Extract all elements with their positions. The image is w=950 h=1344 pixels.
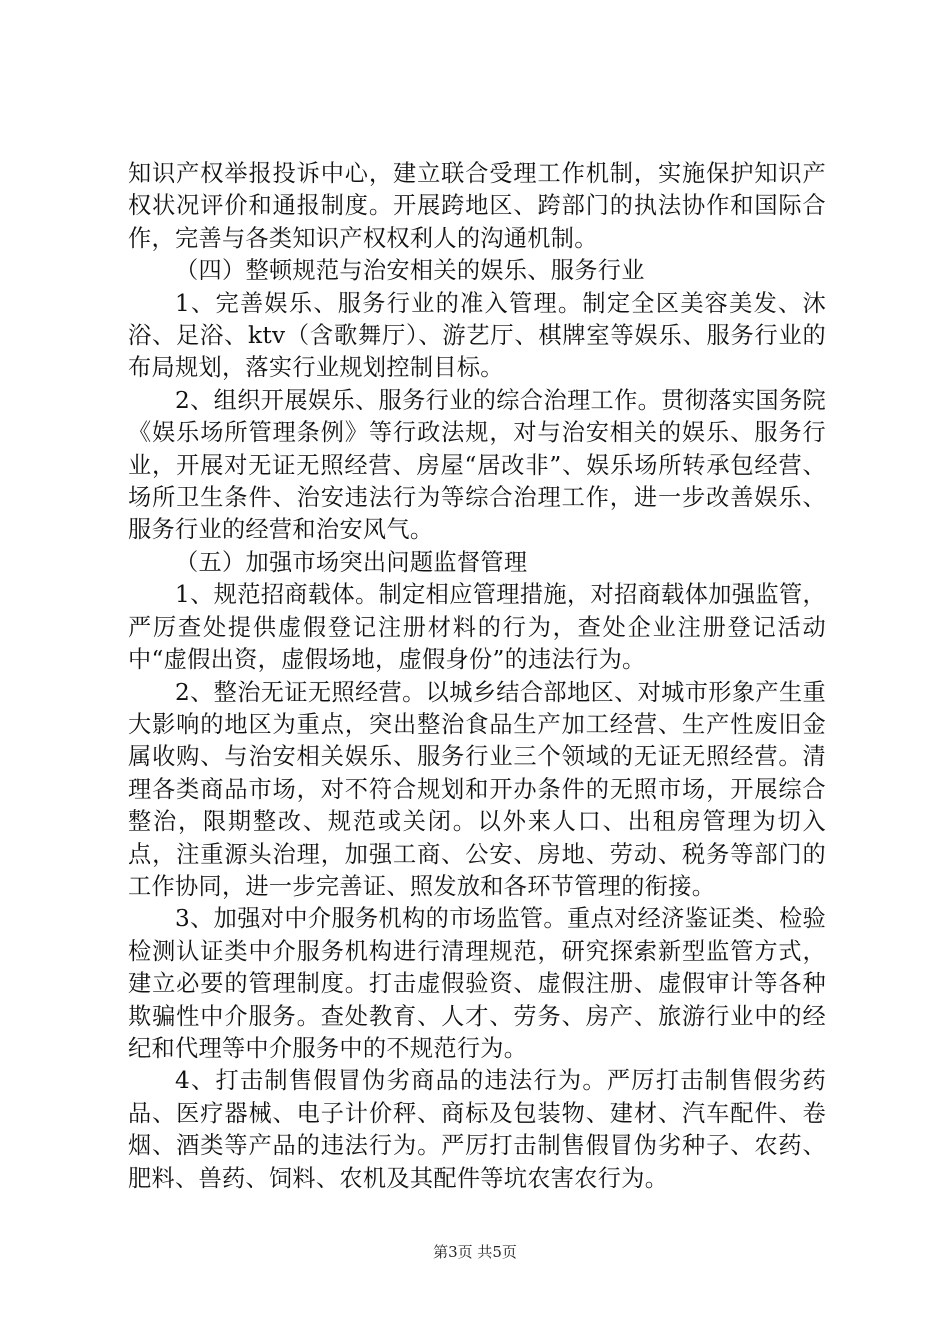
paragraph-item: 4、打击制售假冒伪劣商品的违法行为。严厉打击制售假劣药品、医疗器械、电子计价秤、商标及包装物、建材、汽车配件、卷烟、酒类等产品的违法行为。严厉打击制售假冒伪劣种子、农药、肥料、兽药、饲料、农机及其配件等坑农害农行为。 bbox=[128, 1067, 826, 1192]
section-heading-5: （五）加强市场突出问题监督管理 bbox=[175, 548, 528, 576]
paragraph-continuation: 知识产权举报投诉中心，建立联合受理工作机制，实施保护知识产权状况评价和通报制度。开展跨地区、跨部门的执法协作和国际合作，完善与各类知识产权权利人的沟通机制。 bbox=[128, 160, 826, 252]
paragraph-item: 2、整治无证无照经营。以城乡结合部地区、对城市形象产生重大影响的地区为重点，突出整治食品生产加工经营、生产性废旧金属收购、与治安相关娱乐、服务行业三个领域的无证无照经营。清理各类商品市场，对不符合规划和开办条件的无照市场，开展综合整治，限期整改、规范或关闭。以外来人口、出租房管理为切入点，注重源头治理，加强工商、公安、房地、劳动、税务等部门的工作协同，进一步完善证、照发放和各环节管理的衔接。 bbox=[128, 678, 826, 900]
paragraph-item: 1、完善娱乐、服务行业的准入管理。制定全区美容美发、沐浴、足浴、ktv（含歌舞厅）、游艺厅、棋牌室等娱乐、服务行业的布局规划，落实行业规划控制目标。 bbox=[128, 289, 826, 382]
paragraph-item: 3、加强对中介服务机构的市场监管。重点对经济鉴证类、检验检测认证类中介服务机构进行清理规范，研究探索新型监管方式，建立必要的管理制度。打击虚假验资、虚假注册、虚假审计等各种欺骗性中介服务。查处教育、人才、劳务、房产、旅游行业中的经纪和代理等中介服务中的不规范行为。 bbox=[128, 905, 826, 1062]
paragraph-item: 2、组织开展娱乐、服务行业的综合治理工作。贯彻落实国务院《娱乐场所管理条例》等行政法规，对与治安相关的娱乐、服务行业，开展对无证无照经营、房屋“居改非”、娱乐场所转承包经营、场所卫生条件、治安违法行为等综合治理工作，进一步改善娱乐、服务行业的经营和治安风气。 bbox=[128, 386, 826, 544]
section-heading-4: （四）整顿规范与治安相关的娱乐、服务行业 bbox=[175, 257, 645, 285]
page-number-footer: 第3页 共5页 bbox=[433, 1243, 517, 1261]
document-body bbox=[128, 158, 826, 1195]
paragraph-item: 1、规范招商载体。制定相应管理措施，对招商载体加强监管，严厉查处提供虚假登记注册材料的行为，查处企业注册登记活动中“虚假出资，虚假场地，虚假身份”的违法行为。 bbox=[128, 581, 826, 674]
